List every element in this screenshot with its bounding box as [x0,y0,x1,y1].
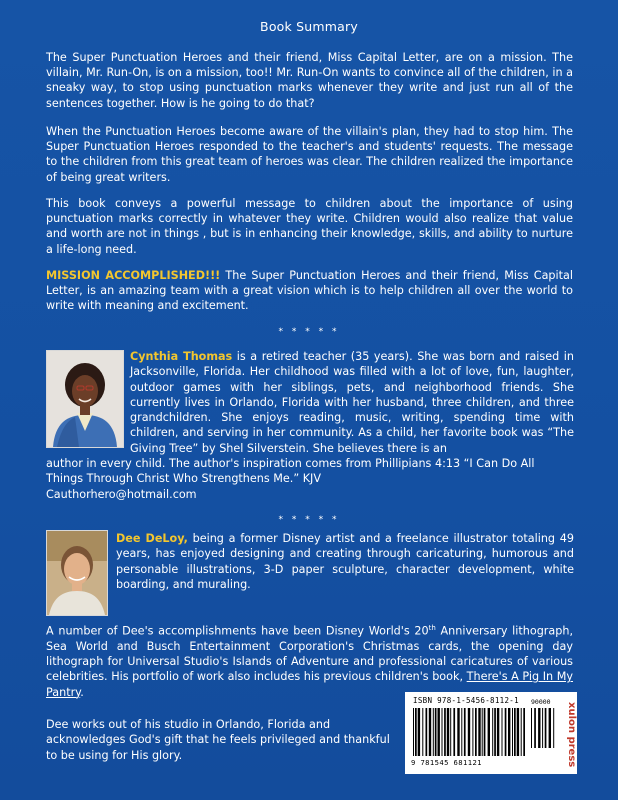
barcode-bar [517,708,519,756]
barcode-number: 9 781545 681121 [411,758,482,767]
author-photo-cynthia [46,350,124,448]
author-bio-cynthia-continued [46,456,573,502]
barcode-bar [457,708,459,756]
barcode-bar [461,708,462,756]
separator-1: * * * * * [278,327,340,337]
barcode-bar [426,708,428,756]
barcode-bar [484,708,486,756]
barcode-bar [508,708,510,756]
separator-2: * * * * * [278,515,340,525]
barcode-bar [505,708,507,756]
barcode-bar [545,708,547,748]
barcode-bar [442,708,443,756]
barcode-bar [553,708,554,748]
barcode-bar [482,708,483,756]
barcode-bar [453,708,455,756]
barcode-bar [429,708,431,756]
barcode-bar [415,708,417,756]
portrait-woman-icon [47,351,123,447]
author-email: Cauthorhero@hotmail.com [46,487,197,501]
barcode-bar [472,708,473,756]
accomplishments-text-2: Anniversary lithograph, Sea World and Busch Entertainment Corporation's Christmas cards, the opening day lithograph for Universal Studio's Islands of Adventure and professional caricatures of various celebrities. His portfolio of work also includes his previous children's book, [46,624,573,684]
barcode-bar [494,708,496,756]
superscript-th: th [428,624,436,632]
accomplishments-paragraph [46,621,573,700]
barcode-bar [468,708,470,756]
author-name-cynthia: Cynthia Thomas [130,350,233,363]
summary-paragraph-4 [46,268,573,314]
barcode-bar [502,708,503,756]
accomplishments-end: . [80,685,84,699]
author-bio-cynthia-text: is a retired teacher (35 years). She was born and raised in Jacksonville, Florida. Her childhood was filled with a lot of love, fun, laughter, outdoor games with her siblings, pets, and neighborhood friends. She currently lives in Orlando, Florida with her husband, three children, and three grandchildren. She enjoys reading, music, writing, spending time with children, and serving in her community. As a child, her favorite book was “The Giving Tree” by Shel Silverstein. She believes there is an [130,350,574,455]
barcode-bar [534,708,536,748]
author-bio-cynthia-cont-text: author in every child. The author's inspiration comes from Phillipians 4:13 “I Can Do All Things Through Christ Who Strengthens Me.” KJV [46,457,535,486]
barcode-bar [450,708,451,756]
barcode-bar [464,708,466,756]
price-code-barcode [531,698,555,748]
barcode-bar [531,708,532,748]
barcode-bar [521,708,522,756]
barcode-bar [514,708,516,756]
isbn-label: ISBN 978-1-5456-8112-1 [413,696,519,705]
barcode-bar [418,708,420,756]
barcode-bar [549,708,551,748]
barcode-bar [475,708,477,756]
price-barcode-icon [531,708,555,748]
summary-paragraph-2: When the Punctuation Heroes become aware of the villain's plan, they had to stop him. The Super Punctuation Heroes responded to the teacher's and students' requests. The message to the children from this great team of heroes was clear. The children realized the importance of being great writers. [46,125,573,184]
barcode-bar [523,708,525,756]
author-bio-dee-text: being a former Disney artist and a freelance illustrator totaling 49 years, has enjoyed designing and creating through caricaturing, humorous and personable illustrations, 3-D paper sculpture, character development, white boarding, and muraling. [116,532,574,591]
barcode-bar [512,708,513,756]
publisher-logo-icon [557,698,575,770]
studio-paragraph: Dee works out of his studio in Orlando, Florida and acknowledges God's gift that he feels privileged and thankful to be using for His glory. [46,718,390,762]
mission-accomplished-label: MISSION ACCOMPLISHED!!! [46,269,221,282]
barcode-bar [438,708,440,756]
barcode-bar [538,708,540,748]
publisher-logo-text: xulon press [566,702,577,768]
previous-book-title: There's A Pig In My Pantry [46,670,574,699]
barcode-bar [488,708,490,756]
barcode-bar [422,708,423,756]
author-bio-dee [116,531,574,592]
accomplishments-text-1: A number of Dee's accomplishments have been Disney World's 20 [46,624,429,638]
barcode-box [405,692,577,774]
barcode-bar [542,708,543,748]
barcode-bar [447,708,449,756]
author-name-dee: Dee DeLoy, [116,532,188,545]
summary-paragraph-3: This book conveys a powerful message to children about the importance of using punctuation marks correctly in whatever they write. Children would also realize that value and worth are not in things , but is in enhancing their knowledge, skills, and ability to nurture a life-long need. [46,197,573,256]
barcode-icon [413,708,525,756]
barcode-bar [444,708,446,756]
barcode-bar [433,708,434,756]
barcode-bar [435,708,437,756]
barcode-bar [497,708,499,756]
author-photo-dee [46,530,108,616]
price-code-label: 90000 [531,698,551,706]
portrait-man-icon [47,531,107,615]
barcode-bar [492,708,493,756]
author-bio-cynthia [130,349,574,456]
barcode-bar [413,708,414,756]
barcode-bar [478,708,480,756]
page-title: Book Summary [260,19,358,34]
summary-paragraph-4-text: The Super Punctuation Heroes and their friend, Miss Capital Letter, is an amazing team with a great vision which is to help children all over the world to write with meaning and excitement. [46,269,573,313]
summary-paragraph-1: The Super Punctuation Heroes and their friend, Miss Capital Letter, are on a mission. The villain, Mr. Run-On, is on a mission, too!! Mr. Run-On wants to convince all of the children, in a sneaky way, to stop using punctuation marks whenever they write and just run all of the sentences together. How is he going to do that? [46,51,573,110]
